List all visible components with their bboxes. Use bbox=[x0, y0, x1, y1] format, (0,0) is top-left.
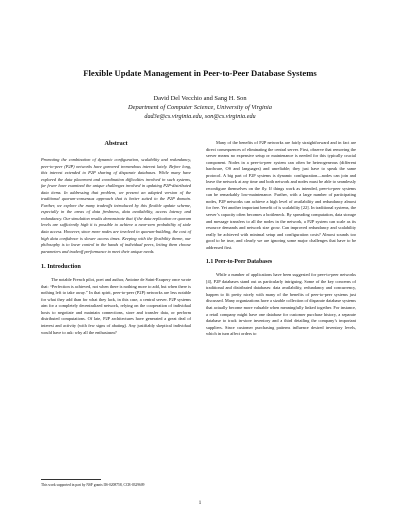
paper-email: dad3e@cs.virginia.edu, son@cs.virginia.edu bbox=[144, 113, 256, 120]
abstract-heading: Abstract bbox=[104, 140, 128, 147]
intro-heading: 1. Introduction bbox=[41, 263, 81, 271]
right-paragraph-1: Many of the benefits of P2P networks are fairly straightforward and in fact are direct consequences of eliminating the central server. First, observe that removing the server means no expensive setup or maintenance is needed for this typically crucial component. Nodes in a peer-to-peer system can often be heterogeneous (different hardware, OS and languages) and unreliable; they just have to speak the same protocol. A big part of P2P systems is dynamic configuration—nodes can join and leave the network at any time and both network and nodes must be able to seamlessly reconfigure themselves on the fly. If things work as intended, peer-to-peer systems can be remarkably low-maintenance. Further, with a large number of participating nodes, P2P networks can achieve a high level of availability and redundancy almost for free. Yet another important benefit of is scalability [22]. In traditional systems, the server’s capacity often becomes a bottleneck. By spreading computation, data storage and message transfers to all the nodes in the network, a P2P system can scale as its resource demands and network size grow. Can improved redundancy and scalability really be achieved with minimal setup and configuration costs? Almost sounds too good to be true, and clearly we are ignoring some major challenges that have to be addressed first. bbox=[206, 140, 356, 250]
subsection-heading: 1.1 Peer-to-Peer Databases bbox=[206, 259, 273, 266]
footnote-rule bbox=[41, 479, 101, 480]
paper-title: Flexible Update Management in Peer-to-Peer Database Systems bbox=[83, 68, 317, 78]
paper-authors: David Del Vecchio and Sang H. Son bbox=[153, 95, 247, 102]
paper-affiliation: Department of Computer Science, University of Virginia bbox=[128, 104, 272, 111]
intro-paragraph: The notable French pilot, poet and author, Antoine de Saint-Exupery once wrote that: “Perfection is achieved, not when there is nothing more to add, but when there is nothing left to take away.” In that spirit, peer-to-peer (P2P) networks are less notable for what they add than for what they lack, in this case, a central server. P2P systems aim for a completely decentralized network, relying on the cooperation of individual hosts to negotiate and maintain connections, store and transfer data, or perform distributed computations. Of late, P2P architectures have generated a great deal of interest and activity (with few signs of abating). Any justifiably skeptical individual would have to ask: why all the enthusiasm? bbox=[41, 277, 191, 335]
right-column bbox=[206, 140, 356, 338]
right-paragraph-2: While a number of applications have been suggested for peer-to-peer networks [4], P2P databases stand out as particularly intriguing. Some of the key concerns of traditional and distributed databases: data availability, redundancy and concurrency, happen to fit pretty nicely with many of the benefits of peer-to-peer systems just discussed. Many organizations have a sizable collection of disparate database systems that actually become more valuable when meaningfully linked together. For instance, a retail company might have one database for customer purchase history, a separate database to track in-store inventory and a third detailing the company’s important suppliers. Since customer purchasing patterns influence desired inventory levels, which in turn affect orders to bbox=[206, 272, 356, 337]
page-number: 1 bbox=[198, 500, 202, 506]
abstract-text: Promoting the combination of dynamic configuration, scalability and redundancy, peer-to-peer (P2P) networks have garnered tremendous interest lately. Before long, this interest extended to P2P sharing of disparate databases. While many have explored the data placement and coordination difficulties involved in such systems, far fewer have examined the unique challenges involved in updating P2P-distributed data items. In addressing that problem, we present an adapted version of the traditional quorum-consensus approach that is better suited to the P2P domain. Further, we explore the many tradeoffs introduced by this flexible update scheme, especially in the areas of data freshness, data availability, access latency and redundancy. Our simulation results demonstrate that if the data replication or quorum levels are sufficiently high it is possible to achieve a near-zero probability of stale data access. However, since more nodes are involved in quorum-building, the cost of high data confidence is slower access times. Keeping with the flexibility theme, our philosophy is to leave control in the hands of individual peers, letting them choose parameters and tradeoff performance to meet their unique needs. bbox=[41, 157, 191, 254]
left-column bbox=[41, 140, 191, 336]
footnote: This work supported in part by NSF grants IIS-0208758, CCR-0329609 bbox=[41, 483, 145, 487]
